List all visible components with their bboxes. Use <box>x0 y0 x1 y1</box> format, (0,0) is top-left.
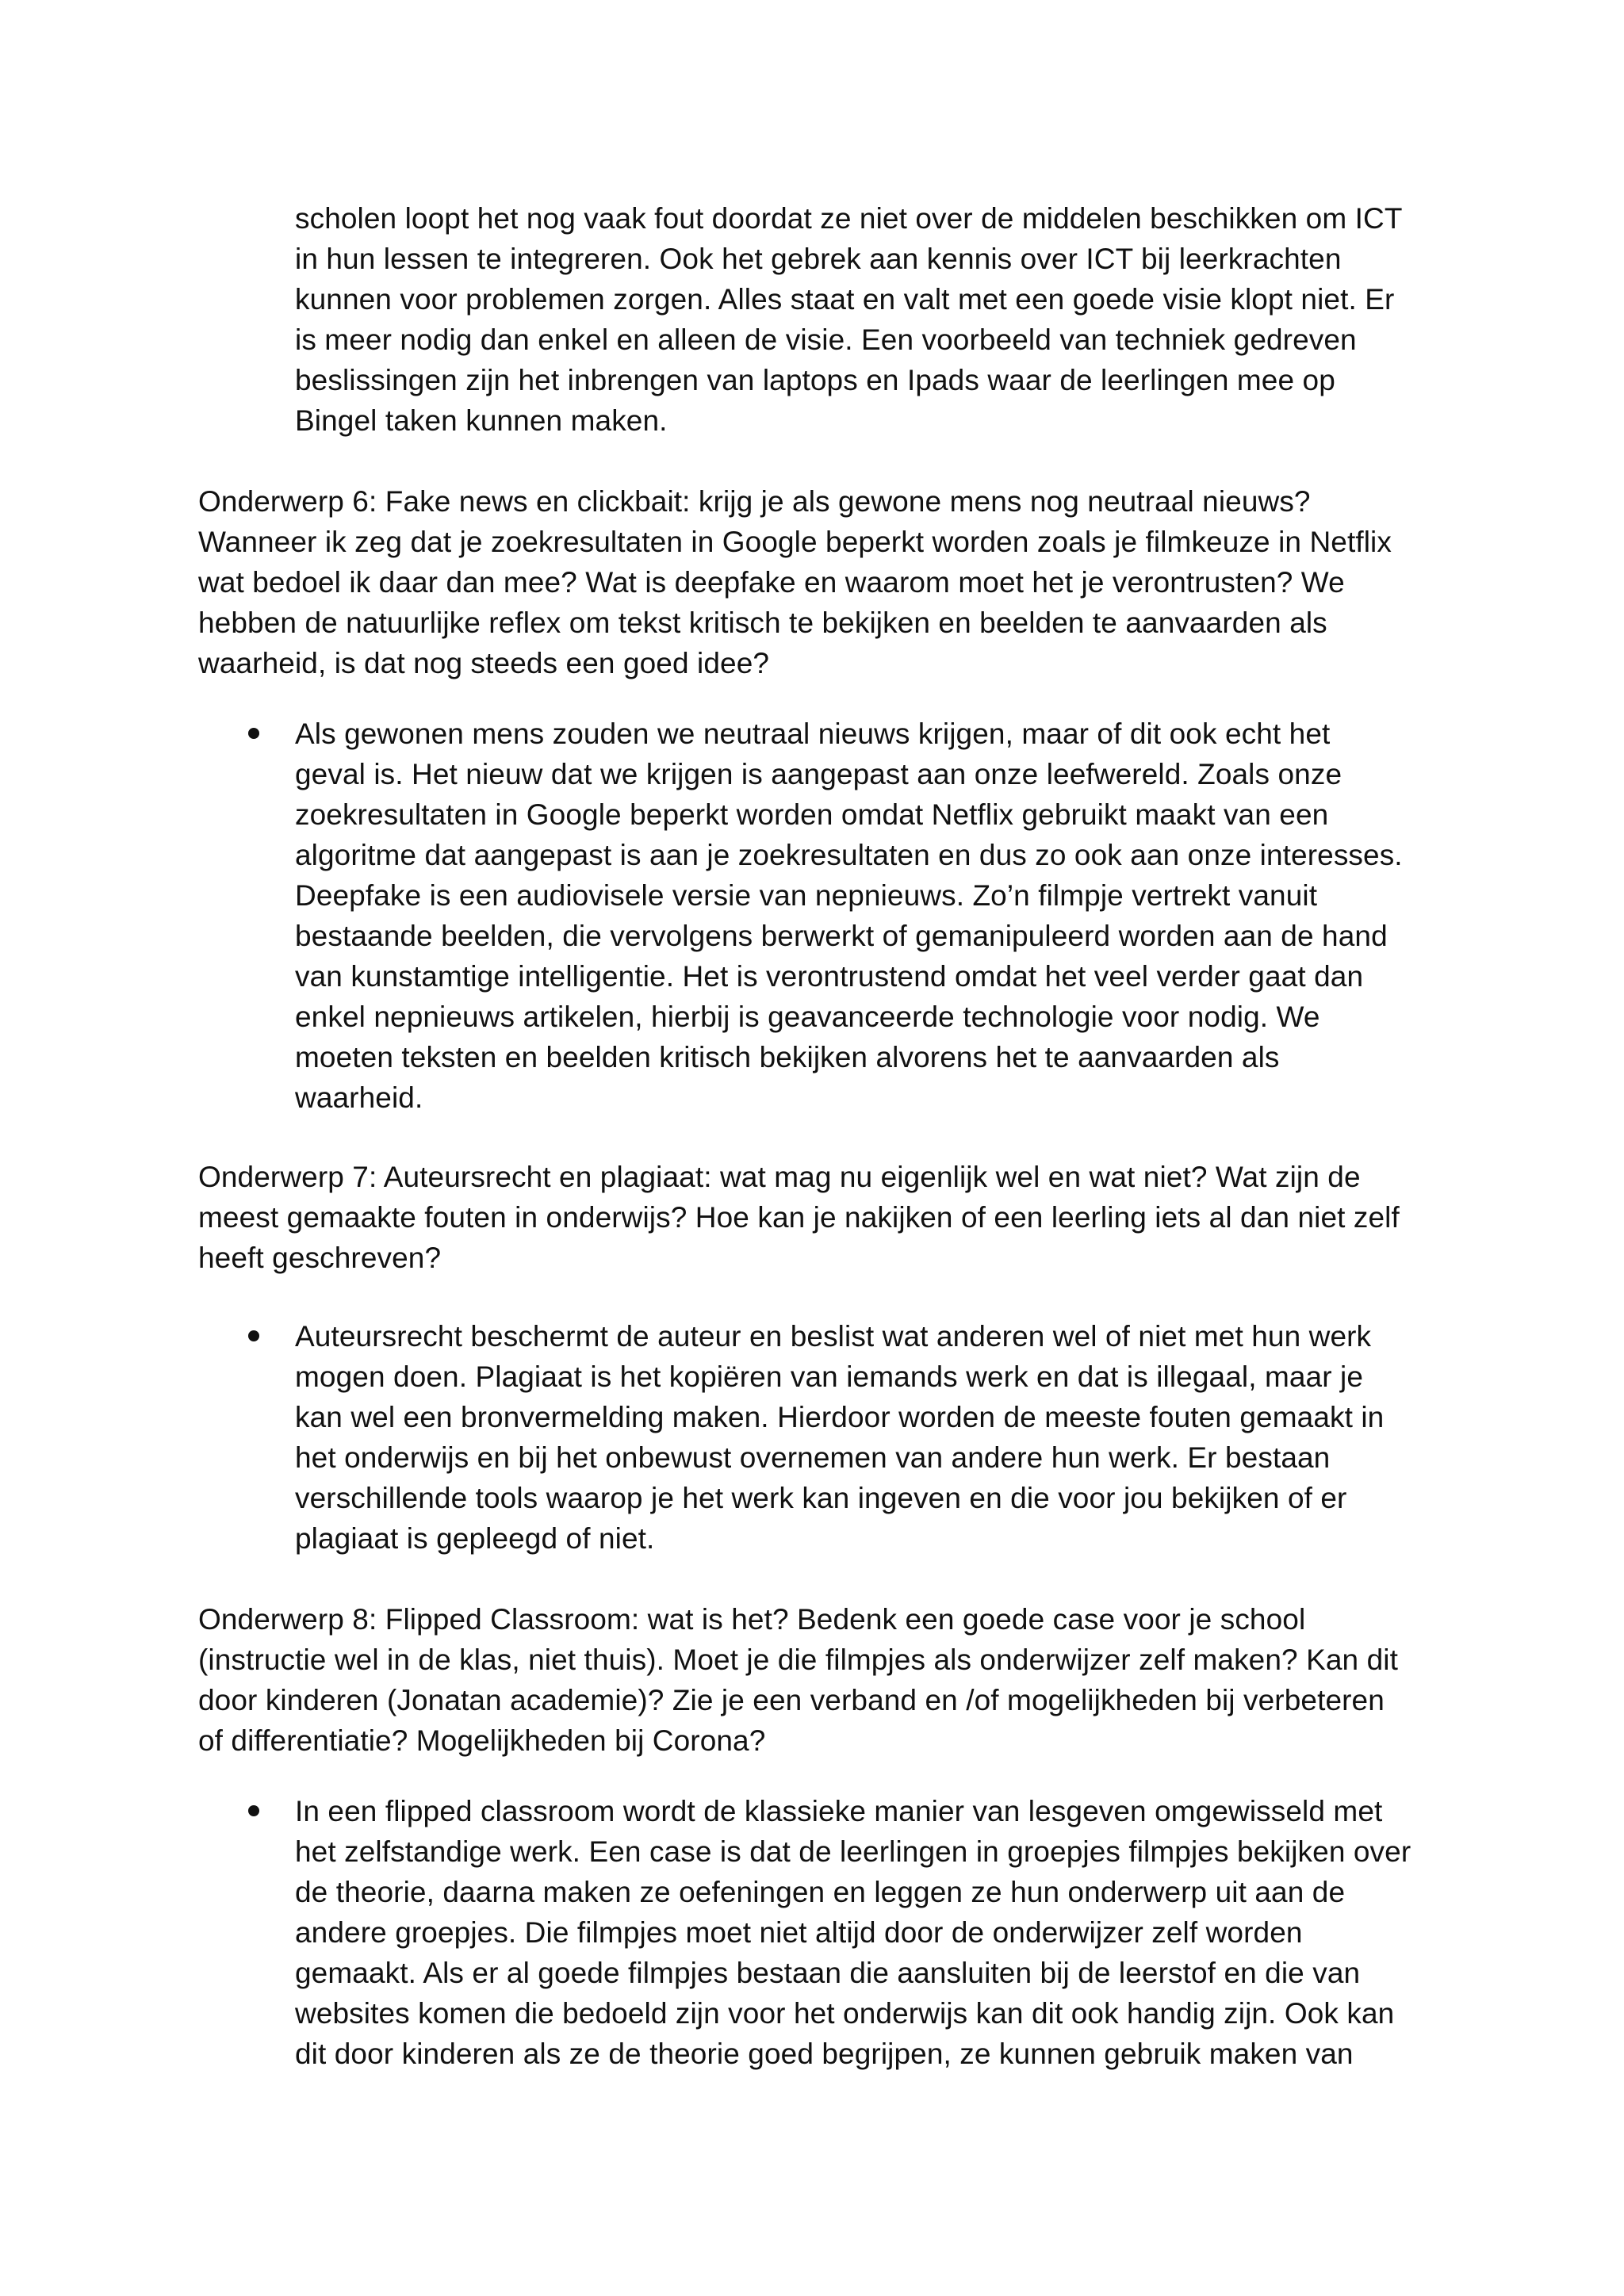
topic-6-question <box>198 481 1392 683</box>
text-line: of differentiatie? Mogelijkheden bij Corona? <box>198 1724 766 1757</box>
text-line: andere groepjes. Die filmpjes moet niet altijd door de onderwijzer zelf worden <box>295 1916 1303 1949</box>
bullet-icon <box>248 728 259 739</box>
text-line: Onderwerp 8: Flipped Classroom: wat is het? Bedenk een goede case voor je school <box>198 1603 1306 1636</box>
text-line: meest gemaakte fouten in onderwijs? Hoe kan je nakijken of een leerling iets al dan niet zelf <box>198 1201 1400 1234</box>
text-line: van kunstamtige intelligentie. Het is verontrustend omdat het veel verder gaat dan <box>295 960 1364 993</box>
text-line: Onderwerp 7: Auteursrecht en plagiaat: wat mag nu eigenlijk wel en wat niet? Wat zijn de <box>198 1161 1361 1193</box>
text-line: waarheid. <box>295 1081 423 1114</box>
text-line: verschillende tools waarop je het werk kan ingeven en die voor jou bekijken of er <box>295 1482 1347 1514</box>
text-line: het zelfstandige werk. Een case is dat de leerlingen in groepjes filmpjes bekijken over <box>295 1835 1411 1868</box>
text-line: Bingel taken kunnen maken. <box>295 404 668 437</box>
topic-8-answer <box>295 1791 1411 2074</box>
text-line: (instructie wel in de klas, niet thuis). Moet je die filmpjes als onderwijzer zelf maken? Kan dit <box>198 1644 1398 1676</box>
bullet-icon <box>248 1330 259 1341</box>
text-line: moeten teksten en beelden kritisch bekijken alvorens het te aanvaarden als <box>295 1041 1280 1073</box>
text-line: Als gewonen mens zouden we neutraal nieuws krijgen, maar of dit ook echt het <box>295 718 1331 750</box>
text-line: beslissingen zijn het inbrengen van laptops en Ipads waar de leerlingen mee op <box>295 364 1335 396</box>
bullet-icon <box>248 1805 259 1816</box>
text-line: plagiaat is gepleegd of niet. <box>295 1522 655 1555</box>
text-line: waarheid, is dat nog steeds een goed idee? <box>198 647 770 679</box>
topic-7-question <box>198 1157 1400 1278</box>
text-line: bestaande beelden, die vervolgens berwerkt of gemanipuleerd worden aan de hand <box>295 920 1388 952</box>
topic-8-question <box>198 1599 1398 1761</box>
text-line: gemaakt. Als er al goede filmpjes bestaan die aansluiten bij de leerstof en die van <box>295 1957 1361 1989</box>
topic-7-answer <box>295 1316 1384 1559</box>
text-line: in hun lessen te integreren. Ook het gebrek aan kennis over ICT bij leerkrachten <box>295 243 1342 275</box>
text-line: het onderwijs en bij het onbewust overnemen van andere hun werk. Er bestaan <box>295 1441 1331 1474</box>
text-line: door kinderen (Jonatan academie)? Zie je een verband en /of mogelijkheden bij verbeteren <box>198 1684 1385 1716</box>
text-line: wat bedoel ik daar dan mee? Wat is deepfake en waarom moet het je verontrusten? We <box>198 566 1345 599</box>
text-line: websites komen die bedoeld zijn voor het onderwijs kan dit ook handig zijn. Ook kan <box>295 1997 1395 2030</box>
text-line: enkel nepnieuws artikelen, hierbij is geavanceerde technologie voor nodig. We <box>295 1001 1320 1033</box>
text-line: kan wel een bronvermelding maken. Hierdoor worden de meeste fouten gemaakt in <box>295 1401 1385 1433</box>
text-line: dit door kinderen als ze de theorie goed begrijpen, ze kunnen gebruik maken van <box>295 2038 1354 2070</box>
text-line: heeft geschreven? <box>198 1242 442 1274</box>
text-line: mogen doen. Plagiaat is het kopiëren van iemands werk en dat is illegaal, maar je <box>295 1360 1364 1393</box>
text-line: In een flipped classroom wordt de klassieke manier van lesgeven omgewisseld met <box>295 1795 1383 1827</box>
text-line: Onderwerp 6: Fake news en clickbait: krijg je als gewone mens nog neutraal nieuws? <box>198 485 1311 518</box>
continuation-paragraph <box>295 198 1403 441</box>
text-line: scholen loopt het nog vaak fout doordat ze niet over de middelen beschikken om ICT <box>295 202 1403 235</box>
text-line: geval is. Het nieuw dat we krijgen is aangepast aan onze leefwereld. Zoals onze <box>295 758 1342 790</box>
text-line: Deepfake is een audiovisele versie van nepnieuws. Zo’n filmpje vertrekt vanuit <box>295 879 1318 912</box>
text-line: zoekresultaten in Google beperkt worden omdat Netflix gebruikt maakt van een <box>295 798 1329 831</box>
text-line: hebben de natuurlijke reflex om tekst kritisch te bekijken en beelden te aanvaarden als <box>198 607 1327 639</box>
text-line: kunnen voor problemen zorgen. Alles staat en valt met een goede visie klopt niet. Er <box>295 283 1395 316</box>
text-line: Auteursrecht beschermt de auteur en beslist wat anderen wel of niet met hun werk <box>295 1320 1372 1353</box>
topic-6-answer <box>295 714 1403 1118</box>
text-line: is meer nodig dan enkel en alleen de visie. Een voorbeeld van techniek gedreven <box>295 323 1357 356</box>
text-line: algoritme dat aangepast is aan je zoekresultaten en dus zo ook aan onze interesses. <box>295 839 1403 871</box>
text-line: Wanneer ik zeg dat je zoekresultaten in Google beperkt worden zoals je filmkeuze in Netflix <box>198 526 1392 558</box>
text-line: de theorie, daarna maken ze oefeningen en leggen ze hun onderwerp uit aan de <box>295 1876 1346 1908</box>
